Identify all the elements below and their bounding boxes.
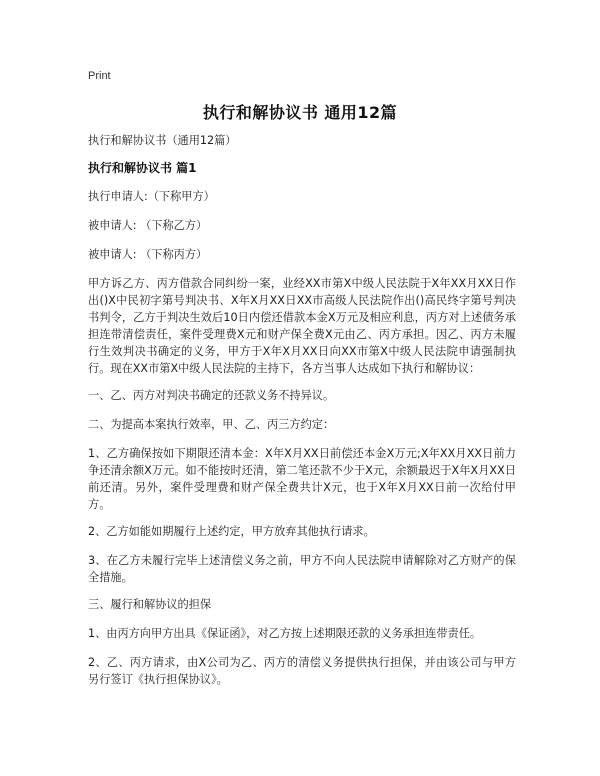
paragraph-clause-2-item-2: 2、乙方如能如期履行上述约定，甲方放弃其他执行请求。 xyxy=(88,525,375,538)
paragraph-respondent-b: 被申请人: （下称乙方） xyxy=(88,219,208,232)
paragraph-clause-2: 二、为提高本案执行效率，甲、乙、丙三方约定： xyxy=(88,418,335,431)
paragraph-clause-2-item-1: 1、乙方确保按如下期限还清本金：X年X月XX日前偿还本金X万元;X年XX月XX日前力争还清余额X万元。如不能按时还清，第二笔还款不少于X元，余额最迟于X年X月XX日前还清。另外，案件受理费和财产保全费共计X元，也于X年X月XX日前一次给付甲方。 xyxy=(88,447,516,511)
document-body xyxy=(88,132,516,698)
paragraph-clause-2-item-3: 3、在乙方未履行完毕上述清偿义务之前，甲方不向人民法院申请解除对乙方财产的保全措施。 xyxy=(88,554,516,584)
section-heading: 执行和解协议书 篇1 xyxy=(88,161,197,175)
document-title: 执行和解协议书 通用12篇 xyxy=(202,103,398,122)
paragraph-clause-1: 一、乙、丙方对判决书确定的还款义务不持异议。 xyxy=(88,389,335,402)
paragraph-clause-3-item-1: 1、由丙方向甲方出具《保证函》，对乙方按上述期限还款的义务承担连带责任。 xyxy=(88,627,482,640)
paragraph-clause-3-item-2: 2、乙、丙方请求，由X公司为乙、丙方的清偿义务提供执行担保，并由该公司与甲方另行签订《执行担保协议》。 xyxy=(88,656,516,686)
paragraph-respondent-c: 被申请人: （下称丙方） xyxy=(88,248,208,261)
print-label[interactable]: Print xyxy=(88,70,111,82)
paragraph-clause-3: 三、履行和解协议的担保 xyxy=(88,598,212,611)
document-subtitle: 执行和解协议书（通用12篇） xyxy=(88,134,237,147)
paragraph-case-background: 甲方诉乙方、丙方借款合同纠纷一案，业经XX市第X中级人民法院于X年XX月XX日作出()X中民初字第号判决书、X年X月XX日XX市高级人民法院作出()高民终字第号判决书判令，乙方于判决生效后10日内偿还借款本金X万元及相应利息，丙方对上述债务承担连带清偿责任，案件受理费X元和财产保全费X元由乙、丙方承担。因乙、丙方未履行生效判决书确定的义务，甲方于X年X月XX日向XX市第X中级人民法院申请强制执行。现在XX市第X中级人民法院的主持下，各方当事人达成如下执行和解协议： xyxy=(88,277,516,375)
paragraph-applicant: 执行申请人:（下称甲方） xyxy=(88,190,215,203)
